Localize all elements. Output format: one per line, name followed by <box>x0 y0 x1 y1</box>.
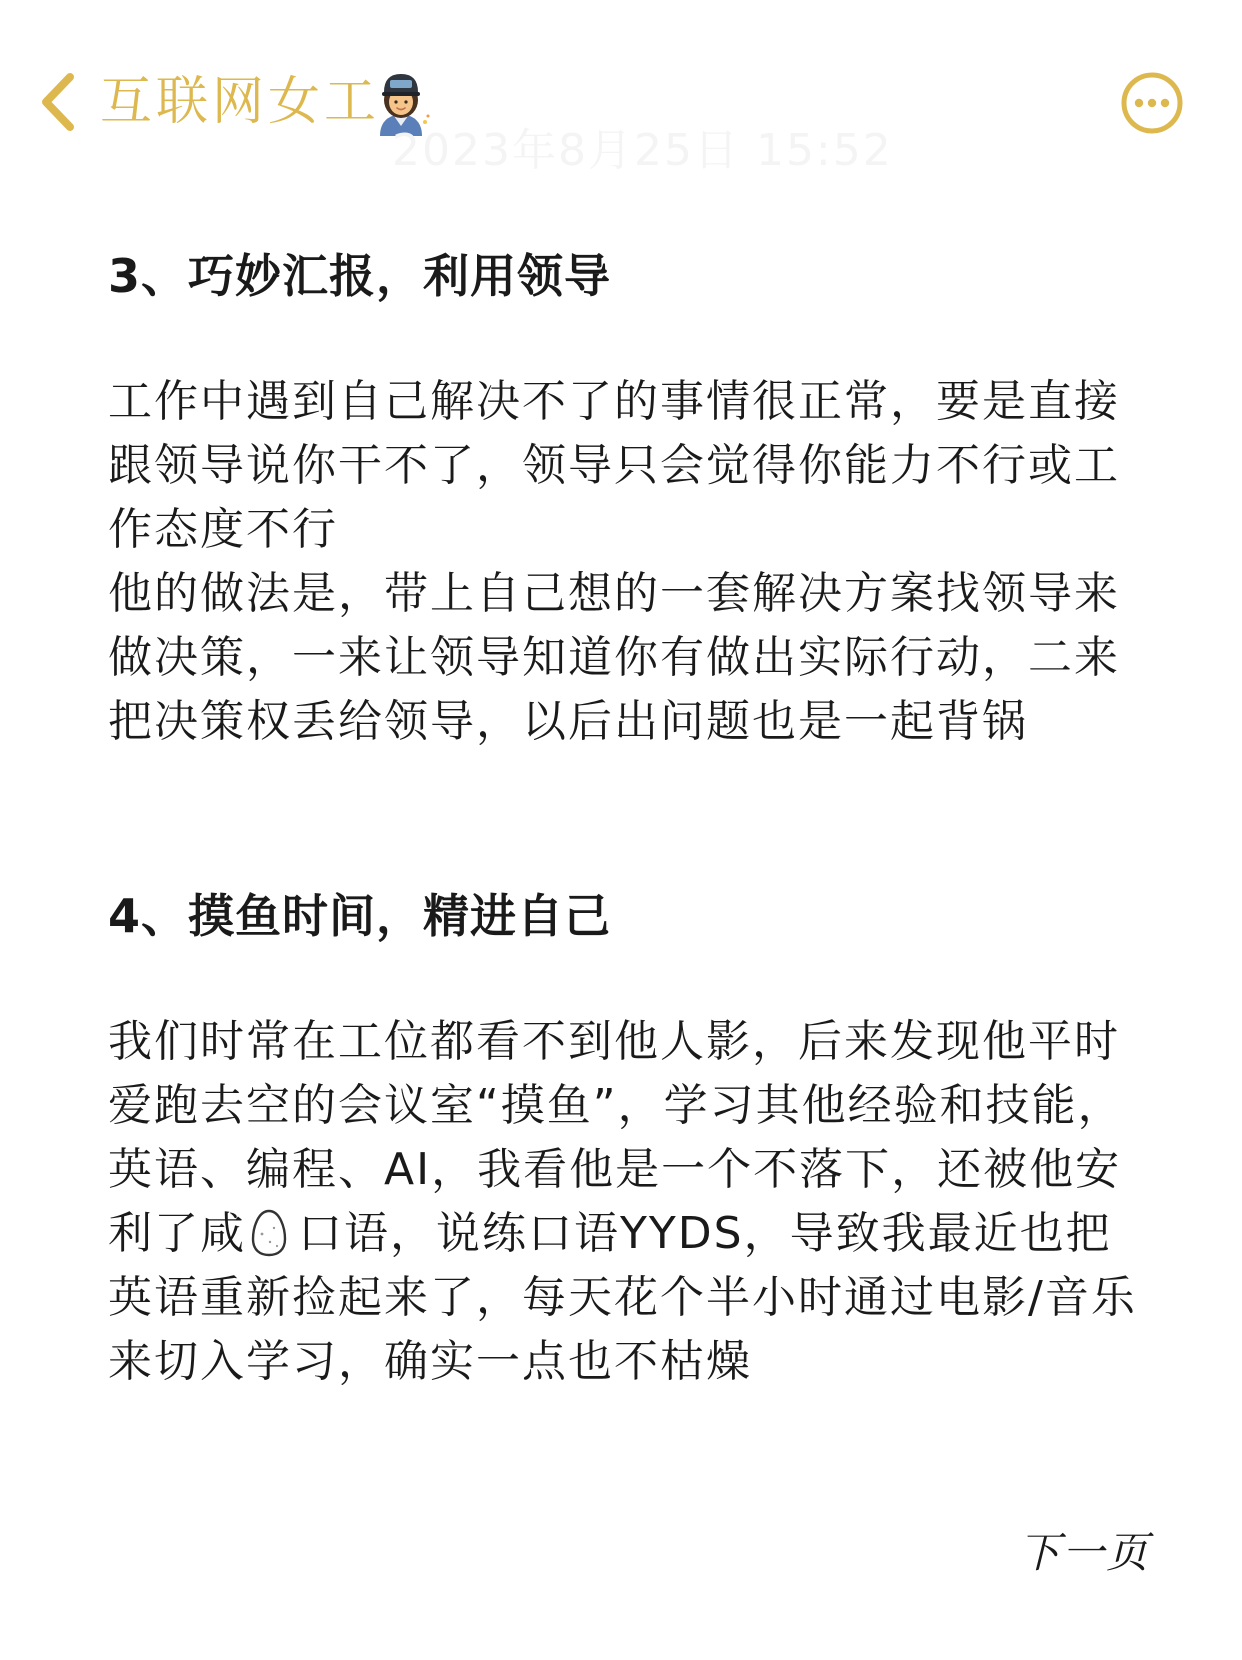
note-body <box>108 244 1153 1394</box>
paragraph-text: 口语，说练口语YYDS，导致我最近也把英语重新捡起来了，每天花个半小时通过电影/音乐来切入学习，确实一点也不枯燥 <box>108 1208 1137 1387</box>
section-paragraph: 工作中遇到自己解决不了的事情很正常，要是直接跟领导说你干不了，领导只会觉得你能力不行或工作态度不行 <box>108 376 1120 555</box>
egg-icon <box>250 1208 288 1258</box>
section-heading: 3、巧妙汇报，利用领导 <box>108 249 612 303</box>
more-horizontal-icon[interactable] <box>1119 70 1185 136</box>
note-title: 互联网女工 <box>100 72 381 132</box>
section-paragraph: 他的做法是，带上自己想的一套解决方案找领导来做决策，一来让领导知道你有做出实际行动，二来把决策权丢给领导，以后出问题也是一起背锅 <box>108 568 1120 747</box>
section-heading: 4、摸鱼时间，精进自己 <box>108 889 612 943</box>
section-paragraph <box>108 1010 1153 1394</box>
note-timestamp: 2023年8月25日 15:52 <box>392 125 893 176</box>
nav-bar <box>0 0 1242 190</box>
back-button[interactable] <box>28 66 88 138</box>
chevron-left-icon <box>38 71 78 133</box>
next-page-label: 下一页 <box>1017 1528 1150 1577</box>
paragraph-text: 我们时常在工位都看不到他人影，后来发现他平时爱跑去空的会议室“摸鱼”，学习其他经验和技能，英语、编程、AI，我看他是一个不落下，还被他安利了咸 <box>108 1016 1124 1259</box>
